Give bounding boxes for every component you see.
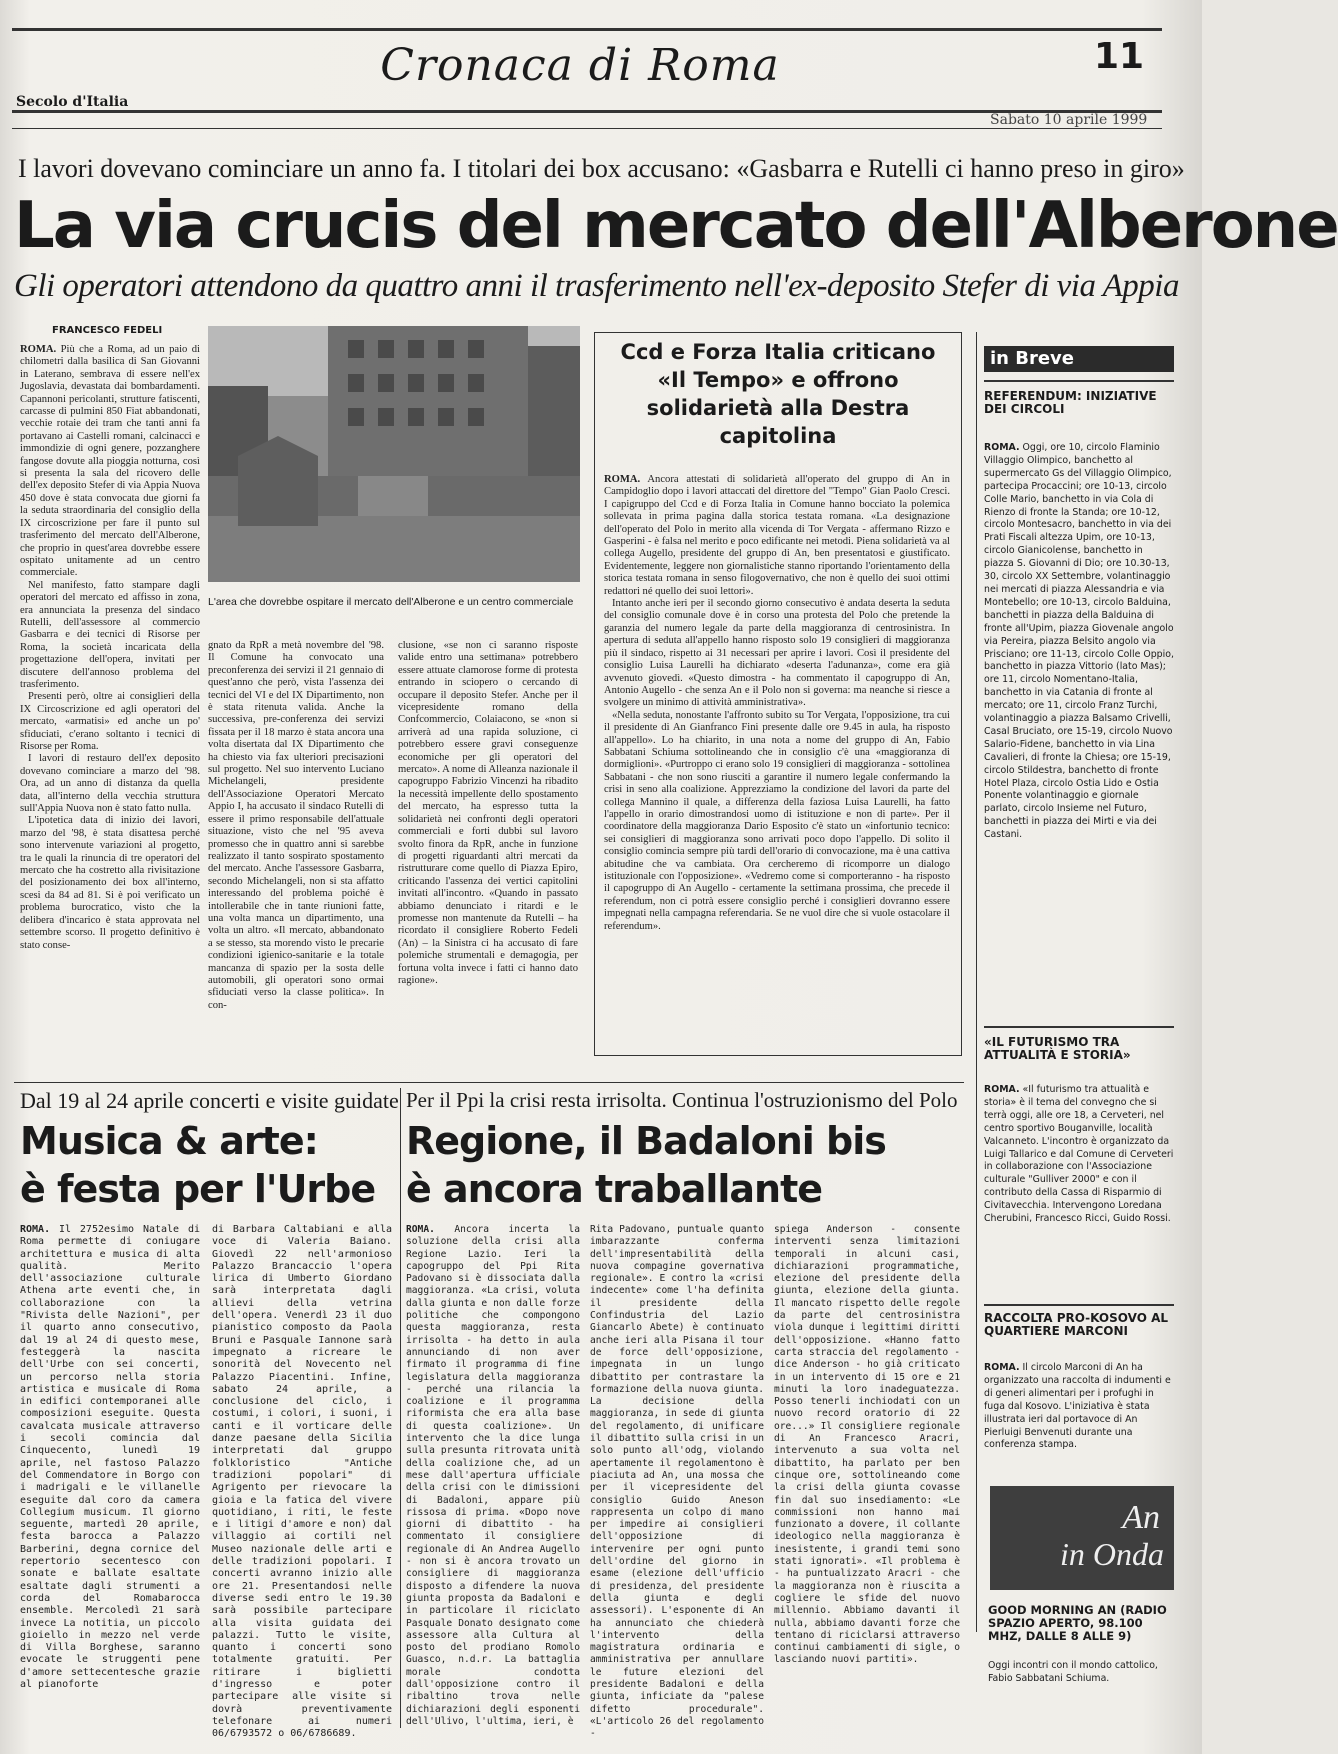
paragraph: di Barbara Caltabiani e alla voce di Valeria Baiano. Giovedì 22 nell'armonioso Palazzo Brancaccio l'opera lirica di Umberto Giordano sarà interpretata dagli allievi della vetrina dell'opera. Venerdì 23 il duo pianistico composto da Paola Bruni e Pasquale Iannone sarà impegnato a ricreare le sonorità del Novecento nel Palazzo Piacentini. Infine, sabato 24 aprile, a conclusione del ciclo, i costumi, i colori, i suoni, i canti e il vorticare delle danze paesane della Sicilia interpretati dal gruppo folkloristico "Antiche tradizioni popolari" di Agrigento per rievocare la gioia e la fatica del vivere quotidiano, i riti, le feste e i litigi d'amore e non) dal villaggio ai cortili nel Museo nazionale delle arti e delle tradizioni popolari. I concerti avranno inizio alle ore 21. Presentandosi nelle diverse sedi entro le 19.30 sarà possibile partecipare alla visita guidata dei palazzi. Tutto le visite, quanto i concerti sono totalmente gratuiti. Per ritirare i biglietti d'ingresso e poter partecipare alle visite si dovrà preventivamente telefonare ai numeri 06/6793572 o 06/6786689. xyxy=(212,1224,392,1740)
place-label: ROMA. xyxy=(20,1224,51,1235)
column-divider xyxy=(400,1088,401,1728)
paragraph: Intanto anche ieri per il secondo giorno consecutivo è andata deserta la seduta del consiglio comunale dove è in corso una protesta del Polo che pretende la garanzia del numero legale da parte della maggioranza di centrosinistra. In apertura di seduta all'appello hanno risposto solo 19 consiglieri di maggioranza più il sindaco, rispetto ai 31 necessari per aprire i lavori. Così il presidente del consiglio Luisa Laurelli ha dichiarato «deserta l'adunanza», come era già avvenuto giovedì. «Questo dimostra - ha commentato il capogruppo di An, Antonio Augello - che senza An e il Polo non si governa: ma neanche si riesce a svolgere un minimo di attività amministrativa». xyxy=(604,598,950,709)
sidebar-item-referendum xyxy=(984,442,1174,1016)
sidebar-item-futurismo xyxy=(984,1084,1174,1306)
sidebar-heading-kosovo: RACCOLTA PRO-KOSOVO AL QUARTIERE MARCONI xyxy=(984,1311,1169,1338)
place-label: ROMA. xyxy=(984,1084,1020,1095)
paragraph: I lavori di restauro dell'ex deposito dovevano cominciare a marzo del '98. Ora, ad un anno di distanza da quella data, all'interno della vecchia struttura sull'Appia Nuova non è stato fatto nulla. xyxy=(20,753,200,815)
sidebar-text: «Il futurismo tra attualità e storia» è il tema del convegno che si terrà oggi, alle ore 18, a Cerveteri, nel centro sportivo Bouganville, località Valcanneto. L'incontro è organizzato da Luigi Tallarico e dal Comune di Cerveteri in collaborazione con l'Associazione culturale "Gulliver 2000" e con il contributo della Cassa di Risparmio di Civitavecchia. Intervengono Loredana Cherubini, Francesco Ricci, Guido Rossi. xyxy=(984,1084,1174,1225)
sidebar-divider xyxy=(976,332,977,1632)
market-photo xyxy=(208,326,580,582)
box-headline: Ccd e Forza Italia criticano «Il Tempo» e offrono solidarietà alla Destra capitolina xyxy=(620,340,936,448)
place-label: ROMA. xyxy=(20,344,57,355)
music-kicker: Dal 19 al 24 aprile concerti e visite guidate xyxy=(20,1088,399,1113)
regione-article-col1 xyxy=(406,1224,580,1730)
place-label: ROMA. xyxy=(984,442,1020,453)
paragraph: Più che a Roma, ad un paio di chilometri dalla basilica di San Giovanni in Laterano, sembrava di essere nell'ex Jugoslavia, devastata dai bombardamenti. Capannoni pericolanti, strutture fatiscenti, carcasse di pulmini 850 Fiat abbandonati, vecchie rotaie dei tram che tanti anni fa portavano ai Castelli romani, calcinacci e immondizie di ogni genere, pozzanghere fangose dovute alla pioggia notturna, così si presenta la sala del ricovero delle dell'ex deposito Stefer di via Appia Nuova 450 dove è stata convocata due giorni fa la seduta straordinaria del consiglio della IX circoscrizione per fare il punto sul trasferimento del mercato dell'Alberone, che proprio in quest'area dovrebbe essere ospitato unitamente ad un centro commerciale. xyxy=(20,344,200,579)
sidebar-item-kosovo xyxy=(984,1362,1174,1474)
sidebar-rule xyxy=(984,380,1174,382)
byline: FRANCESCO FEDELI xyxy=(52,325,163,336)
section-divider xyxy=(14,1082,964,1083)
photo-caption: L'area che dovrebbe ospitare il mercato dell'Alberone e un centro commerciale xyxy=(208,596,574,608)
paragraph: gnato da RpR a metà novembre del '98. Il Comune ha convocato una preconferenza dei servizi il 21 gennaio di quest'anno che però, vista l'assenza dei tecnici del VI e del IX Dipartimento, non è stata ritenuta valida. Anche la successiva, pre-conferenza dei servizi fissata per il 18 marzo è stata ancora una volta disertata dal IX Dipartimento che ha chiesto via fax ulteriori precisazioni sul progetto. Nel suo intervento Luciano Michelangeli, presidente dell'Associazione Operatori Mercato Appio I, ha accusato il sindaco Rutelli di essere il primo responsabile dell'attuale situazione, visto che nel '95 aveva promesso che in quattro anni si sarebbe realizzato il tanto sospirato spostamento del mercato. Anche l'assessore Gasbarra, secondo Michelangeli, non si sta affatto interessando del problema poiché è intollerabile che in tante riunioni fatte, una volta manca un dipartimento, una volta un altro. «Il mercato, abbandonato a se stesso, sta morendo visto le precarie condizioni igienico-sanitarie e la totale mancanza di spazio per la sosta delle automobili, gli operatori sono ormai sfiduciati verso la classe politica». In con- xyxy=(208,640,384,1011)
paragraph: Ancora attestati di solidarietà all'operato del gruppo di An in Campidoglio dopo i lavori attaccati del direttore del "Tempo" Gian Paolo Cresci. I capigruppo del Ccd e di Forza Italia in Comune hanno bocciato la polemica sollevata in prima pagina dalla storica testata romana. «La designazione dell'operato del Polo in merito alla vicenda di Tor Vergata - affermano Rizzo e Gasperini - è falsa nel merito e poco edificante nei metodi. Piena solidarietà va al collega Augello, presidente del gruppo di An, ben presentatosi e giustificato. Evidentemente, leggere non giornalistiche stanno riportando l'orientamento della storica testata romana in senso filogovernativo, che non è quello dei suoi ottimi redattori né quello dei suoi lettori». xyxy=(604,474,950,597)
regione-article-col2 xyxy=(590,1224,764,1740)
main-article-col2 xyxy=(208,640,384,1060)
sidebar-text: Il circolo Marconi di An ha organizzato una raccolta di indumenti e di generi alimentari per i profughi in fuga dal Kosovo. L'iniziativa è stata illustrata ieri dal portavoce di An Pierluigi Benvenuti durante una conferenza stampa. xyxy=(984,1362,1171,1451)
paragraph: Presenti però, oltre ai consiglieri della IX Circoscrizione ed agli operatori del mercato, «armatisi» ed anche un po' sfiduciati, c'erano soltanto i tecnici di Risorse per Roma. xyxy=(20,691,200,752)
issue-date: Sabato 10 aprile 1999 xyxy=(990,112,1148,128)
sidebar-heading-referendum: REFERENDUM: INIZIATIVE DEI CIRCOLI xyxy=(984,389,1157,416)
regione-kicker: Per il Ppi la crisi resta irrisolta. Continua l'ostruzionismo del Polo xyxy=(406,1088,958,1112)
main-headline: La via crucis del mercato dell'Alberone xyxy=(14,189,1338,263)
paragraph: Nel manifesto, fatto stampare dagli operatori del mercato ed affisso in zona, era annunciata la presenza del sindaco Rutelli, dell'assessore al commercio Gasbarra e dei tecnici di Risorse per Roma, la società incaricata della progettazione dell'opera, invitati per discutere dell'annoso problema del trasferimento. xyxy=(20,579,200,690)
paragraph: Il 2752esimo Natale di Roma permette di coniugare architettura e musica di alta qualità. Merito dell'associazione culturale Athena arte eventi che, in collaborazione con la "Rivista delle Nazioni", per il quarto anno consecutivo, dal 19 al 24 di questo mese, festeggerà la nascita dell'Urbe con sei concerti, un percorso nella storia artistica e musicale di Roma in edifici contemporanei alle composizioni eseguite. Questa cavalcata musicale attraverso i secoli comincia dal Cinquecento, lunedì 19 aprile, nel fastoso Palazzo del Commendatore in Borgo con i madrigali e le villanelle eseguite dal coro da camera Collegium musicum. Il giorno seguente, martedì 20 aprile, festa barocca a Palazzo Barberini, degna cornice del repertorio secentesco con sonate e ballate esaltate esaltate dagli strumenti a corda del Romabarocca ensemble. Mercoledì 21 sarà invece La notitia, un piccolo gioiello in mezzo nel verde di Villa Borghese, saranno evocate le struggenti pene d'amore settecentesche grazie al pianoforte xyxy=(20,1224,200,1690)
logo-line: An xyxy=(1122,1499,1160,1536)
sidebar-rule xyxy=(984,1026,1174,1028)
masthead-thin-rule xyxy=(12,128,1162,129)
regione-headline-line1: Regione, il Badaloni bis xyxy=(406,1119,886,1163)
section-title: Cronaca di Roma xyxy=(380,40,780,91)
sidebar-heading-radio: GOOD MORNING AN (RADIO SPAZIO APERTO, 98.100 MHZ, DALLE 8 ALLE 9) xyxy=(988,1603,1167,1643)
music-headline-line2: è festa per l'Urbe xyxy=(20,1167,376,1211)
main-article-col1 xyxy=(20,344,200,1062)
main-article-col3 xyxy=(398,640,578,1060)
sidebar-rule xyxy=(984,1304,1174,1306)
paragraph: L'ipotetica data di inizio dei lavori, marzo del '98, è stata disattesa perché sono intervenute variazioni al progetto, tra le quali la rinuncia di tre operatori del mercato che ha costretto alla rivisitazione del posizionamento dei box all'interno, scesi da 84 ad 81. Si è poi verificato un problema burocratico, visto che la delibera d'incarico è stata approvata nel settembre scorso. Il progetto definitivo è stato conse- xyxy=(20,815,200,951)
sidebar-text: Oggi, ore 10, circolo Flaminio Villaggio Olimpico, banchetto al supermercato Gs del Villaggio Olimpico, partecipa Procaccini; ore 10-13, circolo Colle Mario, banchetto in via Cola di Rienzo di fronte la Standa; ore 10-12, circolo Montesacro, banchetto in via dei Prati Fiscali altezza Upim, ore 10-13, circolo Gianicolense, banchetto in piazza S. Giovanni di Dio; ore 10.30-13, 30, circolo XX Settembre, volantinaggio nei mercati di piazza Alessandria e via Montebello; ore 10-13, circolo Balduina, banchetti in piazza della Balduina di fronte all'Upim, piazza Giovenale angolo via Pereira, piazza Belsito angolo via Prisciano; ore 11-13, circolo Colle Oppio, banchetto in piazza Vittorio (lato Mas); ore 11, circolo Nomentano-Italia, banchetto in via Catania di fronte al mercato; ore 11, circolo Franz Turchi, volantinaggio a piazza Balsamo Crivelli, Casal Bruciato, ore 15-19, circolo Nuovo Salario-Fidene, banchetto in via Lina Cavalieri, di fronte la Chiesa; ore 15-19, circolo Stildestra, banchetto di fronte Hotel Plaza, circolo Ostia Lido e Ostia Ponente volantinaggio e giornale parlato, circolo Insieme nel Futuro, banchetti in piazza dei Mirti e via dei Castani. xyxy=(984,442,1174,841)
paragraph: clusione, «se non ci saranno risposte valide entro una settimana» potrebbero essere attuate clamorose forme di protesta entrando in sciopero o cercando di occupare il deposito Stefer. Anche per il vicepresidente romano della Confcommercio, Colaiacono, se «non si arriverà ad una rapida soluzione, ci potrebbero essere gravi conseguenze economiche per gli operatori del mercato». A nome di Alleanza nazionale il capogruppo Fabrizio Vincenzi ha ribadito la necessità impellente dello spostamento del mercato, ha espresso tutta la solidarietà nei confronti degli operatori commerciali e forti dubbi sul lavoro svolto finora da RpR, anche in funzione di progetti riguardanti altri mercati da ristrutturare come quello di Piazza Epiro, criticando l'assenza dei vertici capitolini invitati all'incontro. «Quando in passato abbiamo denunciato i ritardi e le promesse non mantenute da Rutelli – ha ricordato il consigliere Roberto Fedeli (An) – la Sinistra ci ha accusato di fare polemiche strumentali e demagogia, per fortuna volta invece i fatti ci hanno dato ragione». xyxy=(398,640,578,986)
paragraph: Rita Padovano, puntuale quanto imbarazzante conferma dell'impresentabilità della nuova compagine governativa regionale». E contro la «crisi indecente» come l'ha definita il presidente della Confindustria del Lazio Giancarlo Abete) è continuato anche ieri alla Pisana il tour de force dell'opposizione, impegnata in un lungo dibattito per contrastare la formazione della nuova giunta. La decisione della maggioranza, in sede di giunta del regolamento, di unificare il dibattito sulla crisi in un solo punto all'odg, violando apertamente il regolamentono è piaciuta ad An, una mossa che per il vicepresidente del consiglio Guido Aneson rappresenta un colpo di mano per impedire ai consiglieri dell'opposizione di intervenire per ogni punto dell'ordine del giorno in esame (elezione dell'ufficio di presidenza, del presidente della giunta e degli assessori). L'esponente di An ha annunciato che chiederà l'intervento della magistratura ordinaria e amministrativa per annullare le future elezioni del presidente Badaloni e della giunta, inficiate da "palese difetto procedurale". «L'articolo 26 del regolamento - xyxy=(590,1224,764,1740)
place-label: ROMA. xyxy=(604,474,641,485)
sidebar-heading-futurismo: «IL FUTURISMO TRA ATTUALITÀ E STORIA» xyxy=(984,1035,1131,1062)
logo-line: in Onda xyxy=(1060,1536,1164,1572)
main-kicker: I lavori dovevano cominciare un anno fa. I titolari dei box accusano: «Gasbarra e Rutelli ci hanno preso in giro» xyxy=(18,154,1185,183)
music-article-col2 xyxy=(212,1224,392,1740)
newspaper-name: Secolo d'Italia xyxy=(16,94,129,110)
page-number: 11 xyxy=(1094,36,1145,77)
paragraph: «Nella seduta, nonostante l'affronto subito su Tor Vergata, l'opposizione, tra cui il presidente di An Gianfranco Fini presente dalle ore 9.45 in aula, ha risposto all'appello». Lo ha chiarito, in una nota a nome del gruppo di An, Fabio Sabbatani Schiuma sottolineando che in consiglio c'è una «maggioranza di dormiglioni». «Purtroppo ci erano solo 19 consiglieri di maggioranza - sottolinea Sabbatani - che non sono riusciti a garantire il numero legale confermando la crisi in seno alla coalizione. Apprezziamo la condizione del lavori da parte del collega Mannino il quale, a differenza della faziosa Luisa Laurelli, ha fatto l'appello in orario dimostrandosi uomo di istituzione e non di parte». Per il coordinatore della maggioranza Dario Esposito c'è stato un «infortunio tecnico: sei consiglieri di maggioranza sono arrivati poco dopo l'appello. Di solito il consiglio comincia sempre più tardi dell'orario di convocazione, ma è una cattiva abitudine che va cambiata. Ora cercheremo di ricomporre un dialogo istituzionale con l'opposizione». «Vedremo come si comporteranno - ha risposto il capogruppo di An Augello - certamente la settimana prossima, che precede il referendum, non ci potrà essere consiglio perché i consiglieri dovranno essere impegnati nella campagna referendaria. Se ne vuol dire che si vuole ostacolare il referendum». xyxy=(604,709,950,932)
place-label: ROMA. xyxy=(984,1362,1020,1373)
music-article-col1 xyxy=(20,1224,200,1730)
an-in-onda-logo xyxy=(990,1486,1174,1590)
paragraph: spiega Anderson - consente interventi senza limitazioni temporali in alcuni casi, dichiarazioni programmatiche, elezione del presidente della giunta, elezione della giunta. Il mancato rispetto delle regole da parte del centrosinistra viola dunque i legittimi diritti dell'opposizione. «Hanno fatto carta straccia del regolamento - dice Anderson - ho già criticato in un intervento di 15 ore e 21 minuti la loro inadeguatezza. Posso tenerli inchiodati con un nuovo record oratorio di 22 ore...» Il consigliere regionale di An Francesco Aracri, intervenuto a sua volta nel dibattito, ha parlato per ben cinque ore, sottolineando come la crisi della giunta covasse fin dal suo insediamento: «Le commissioni non hanno mai funzionato a dovere, il collante ideologico nella maggioranza è inesistente, i grandi temi sono stati ignorati». «Il problema è - ha puntualizzato Aracri - che la maggioranza non è riuscita a cogliere le sfide del nuovo millennio. Abbiamo davanti il nulla, abbiamo davanti forze che tentano di riciclarsi attraverso continui cambiamenti di sigle, o lasciando nuovi partiti». xyxy=(774,1224,960,1666)
regione-headline-line2: è ancora traballante xyxy=(406,1167,823,1211)
music-headline-line1: Musica & arte: xyxy=(20,1119,318,1163)
regione-article-col3 xyxy=(774,1224,960,1730)
top-rule xyxy=(12,28,1162,31)
sidebar-item-radio: Oggi incontri con il mondo cattolico, Fabio Sabbatani Schiuma. xyxy=(988,1660,1158,1684)
box-article-body xyxy=(604,474,950,1044)
main-subhead: Gli operatori attendono da quattro anni il trasferimento nell'ex-deposito Stefer di via Appia xyxy=(14,268,1179,304)
paragraph: Ancora incerta la soluzione della crisi alla Regione Lazio. Ieri la capogruppo del Ppi Rita Padovano si è dissociata dalla maggioranza. «La crisi, voluta dalla giunta e non dalle forze politiche che compongono questa maggioranza, resta irrisolta - ha detto in aula annunciando di non aver firmato il programma di fine legislatura della maggioranza - perché una rilancia la coalizione e il programma riformista che era alla base di questa coalizione». Un intervento che la dice lunga sulla presunta ritrovata unità della coalizione che, ad un mese dall'apertura ufficiale della crisi con le dimissioni di Badaloni, appare più rissosa di prima. «Dopo nove giorni di dibattito - ha commentato il consigliere regionale di An Andrea Augello - non si è ancora trovato un consigliere di maggioranza disposto a difendere la nuova giunta proposta da Badaloni e in particolare il riciclato Pasquale Donato designato come assessore alla Cultura al posto del prodiano Romolo Guasco, n.d.r. La battaglia morale condotta dall'opposizione contro il ribaltino trova nelle dichiarazioni degli esponenti dell'Ulivo, l'ultima, ieri, è xyxy=(406,1224,580,1727)
in-breve-tag: in Breve xyxy=(984,346,1174,372)
place-label: ROMA. xyxy=(406,1224,435,1235)
market-photo-image xyxy=(208,326,580,582)
